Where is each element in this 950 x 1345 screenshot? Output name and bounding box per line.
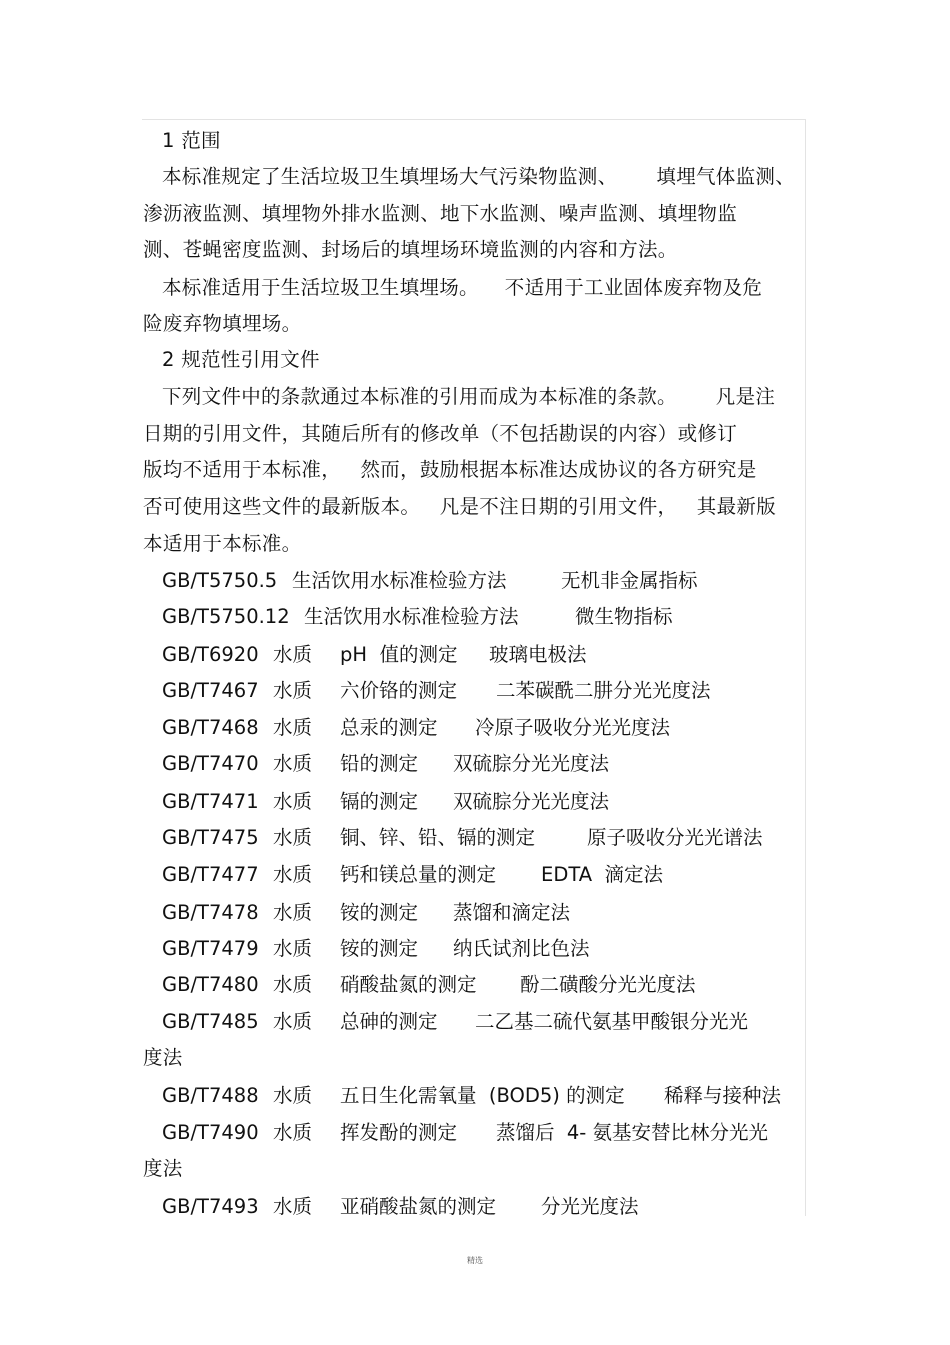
section-1-paragraph-1-line-2: 渗沥液监测、填埋物外排水监测、地下水监测、噪声监测、填埋物监: [143, 202, 738, 225]
section-2-paragraph-line-1: 下列文件中的条款通过本标准的引用而成为本标准的条款。 凡是注: [162, 385, 776, 408]
section-1-paragraph-1-line-3: 测、苍蝇密度监测、封场后的填埋场环境监测的内容和方法。: [143, 238, 678, 261]
reference-code: GB/T7478: [162, 901, 259, 924]
reference-code: GB/T5750.5: [162, 569, 278, 592]
reference-method: 原子吸收分光光谱法: [587, 826, 763, 849]
reference-category: 水质: [273, 937, 313, 960]
reference-code: GB/T7485: [162, 1010, 259, 1033]
reference-method: 蒸馏和滴定法: [453, 901, 571, 924]
section-2-heading: 2 规范性引用文件: [162, 348, 320, 371]
reference-title: 镉的测定: [340, 790, 419, 813]
reference-continuation: 度法: [143, 1046, 183, 1069]
reference-method: 酚二磺酸分光光度法: [520, 973, 696, 996]
reference-title: 铜、锌、铅、镉的测定: [340, 826, 536, 849]
reference-method: 双硫腙分光光度法: [453, 752, 610, 775]
section-1-paragraph-2-line-1: 本标准适用于生活垃圾卫生填埋场。 不适用于工业固体废弃物及危: [162, 276, 763, 299]
reference-code: GB/T7488: [162, 1084, 259, 1107]
reference-method: 稀释与接种法: [664, 1084, 782, 1107]
reference-category: 水质: [273, 679, 313, 702]
reference-method: 双硫腙分光光度法: [453, 790, 610, 813]
reference-title: 挥发酚的测定: [340, 1121, 458, 1144]
section-1-paragraph-1-line-1: 本标准规定了生活垃圾卫生填埋场大气污染物监测、 填埋气体监测、: [162, 165, 795, 188]
reference-category: 水质: [273, 1010, 313, 1033]
reference-category: 水质: [273, 1121, 313, 1144]
reference-method: 二乙基二硫代氨基甲酸银分光光: [475, 1010, 749, 1033]
reference-method: 冷原子吸收分光光度法: [475, 716, 671, 739]
section-1-heading: 1 范围: [162, 129, 221, 152]
reference-category: 水质: [273, 901, 313, 924]
reference-code: GB/T7475: [162, 826, 259, 849]
section-1-paragraph-2-line-2: 险废弃物填埋场。: [143, 312, 302, 335]
reference-code: GB/T7467: [162, 679, 259, 702]
reference-code: GB/T5750.12: [162, 605, 290, 628]
reference-category: 水质: [273, 752, 313, 775]
reference-category: 水质: [273, 643, 313, 666]
reference-title: 铵的测定: [340, 937, 419, 960]
reference-title: 生活饮用水标准检验方法: [304, 605, 519, 628]
reference-method: 分光光度法: [541, 1195, 639, 1218]
reference-title: pH 值的测定: [340, 643, 458, 666]
reference-subject: 无机非金属指标: [561, 569, 698, 592]
reference-title: 钙和镁总量的测定: [340, 863, 497, 886]
reference-subject: 微生物指标: [575, 605, 673, 628]
section-2-paragraph-line-5: 本适用于本标准。: [143, 532, 302, 555]
reference-title: 亚硝酸盐氮的测定: [340, 1195, 497, 1218]
page-footer: 精选: [467, 1256, 483, 1265]
reference-code: GB/T7479: [162, 937, 259, 960]
reference-title: 五日生化需氧量 (BOD5) 的测定: [340, 1084, 625, 1107]
reference-title: 总汞的测定: [340, 716, 438, 739]
reference-code: GB/T7493: [162, 1195, 259, 1218]
reference-method: 二苯碳酰二肼分光光度法: [496, 679, 711, 702]
section-2-paragraph-line-4: 否可使用这些文件的最新版本。 凡是不注日期的引用文件， 其最新版: [143, 495, 776, 518]
reference-title: 六价铬的测定: [340, 679, 458, 702]
section-2-paragraph-line-2: 日期的引用文件，其随后所有的修改单（不包括勘误的内容）或修订: [143, 422, 738, 445]
reference-category: 水质: [273, 1084, 313, 1107]
reference-code: GB/T7477: [162, 863, 259, 886]
reference-title: 生活饮用水标准检验方法: [292, 569, 507, 592]
reference-category: 水质: [273, 826, 313, 849]
reference-category: 水质: [273, 1195, 313, 1218]
reference-code: GB/T7480: [162, 973, 259, 996]
reference-title: 总砷的测定: [340, 1010, 438, 1033]
reference-method: EDTA 滴定法: [541, 863, 663, 886]
reference-code: GB/T7471: [162, 790, 259, 813]
reference-method: 蒸馏后 4- 氨基安替比林分光光: [496, 1121, 769, 1144]
reference-category: 水质: [273, 863, 313, 886]
reference-code: GB/T7470: [162, 752, 259, 775]
reference-category: 水质: [273, 716, 313, 739]
reference-continuation: 度法: [143, 1157, 183, 1180]
reference-title: 铵的测定: [340, 901, 419, 924]
reference-method: 玻璃电极法: [489, 643, 587, 666]
reference-method: 纳氏试剂比色法: [453, 937, 590, 960]
reference-category: 水质: [273, 973, 313, 996]
reference-title: 铅的测定: [340, 752, 419, 775]
reference-title: 硝酸盐氮的测定: [340, 973, 477, 996]
reference-code: GB/T7490: [162, 1121, 259, 1144]
reference-category: 水质: [273, 790, 313, 813]
reference-code: GB/T7468: [162, 716, 259, 739]
section-2-paragraph-line-3: 版均不适用于本标准， 然而，鼓励根据本标准达成协议的各方研究是: [143, 458, 757, 481]
reference-code: GB/T6920: [162, 643, 259, 666]
